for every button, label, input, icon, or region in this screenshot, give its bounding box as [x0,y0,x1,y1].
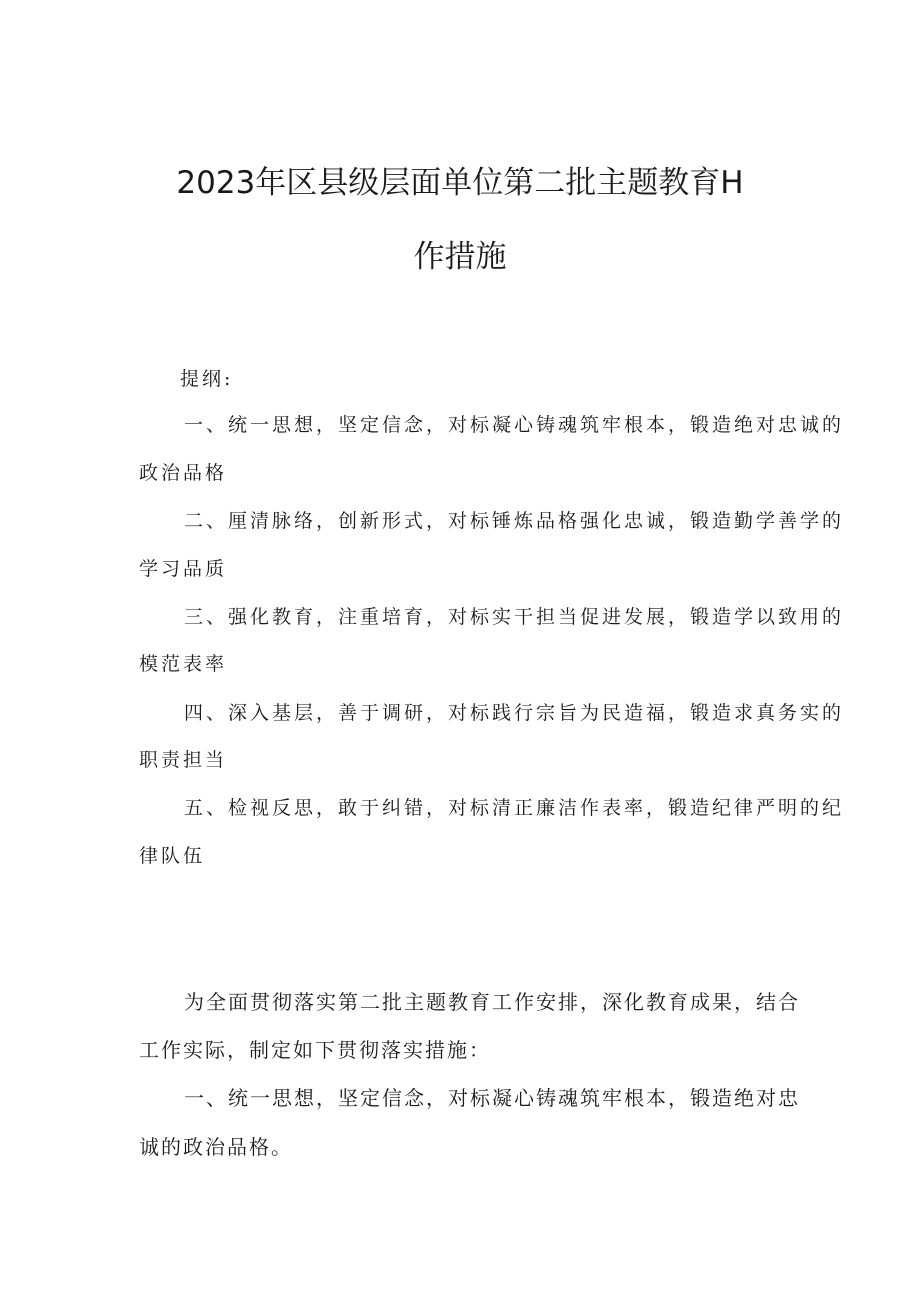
outline-item-4-line-1: 四、深入基层，善于调研，对标践行宗旨为民造福，锻造求真务实的 [184,702,845,724]
document-title-line-2: 作措施 [413,239,507,275]
outline-item-1-line-1: 一、统一思想，坚定信念，对标凝心铸魂筑牢根本，锻造绝对忠诚的 [184,414,845,436]
outline-item-3-line-1: 三、强化教育，注重培育，对标实干担当促进发展，锻造学以致用的 [184,606,845,628]
outline-item-2-line-1: 二、厘清脉络，创新形式，对标锤炼品格强化忠诚，锻造勤学善学的 [184,510,845,532]
outline-label: 提纲: [180,368,234,390]
document-title-line-1: 2023年区县级层面单位第二批主题教育H [176,165,744,201]
outline-item-2-line-2: 学习品质 [139,558,228,580]
outline-item-3-line-2: 模范表率 [139,653,228,675]
body-paragraph-1-line-1: 为全面贯彻落实第二批主题教育工作安排，深化教育成果，结合 [184,990,800,1014]
outline-item-5-line-1: 五、检视反思，敢于纠错，对标清正廉洁作表率，锻造纪律严明的纪 [184,797,845,819]
body-paragraph-2-line-2: 诚的政治品格。 [139,1135,293,1159]
outline-item-1-line-2: 政治品格 [139,462,228,484]
outline-item-5-line-2: 律队伍 [139,845,206,867]
body-paragraph-1-line-2: 工作实际，制定如下贯彻落实措施： [139,1038,491,1062]
outline-item-4-line-2: 职责担当 [139,749,228,771]
body-paragraph-2-line-1: 一、统一思想，坚定信念，对标凝心铸魂筑牢根本，锻造绝对忠 [184,1086,800,1110]
